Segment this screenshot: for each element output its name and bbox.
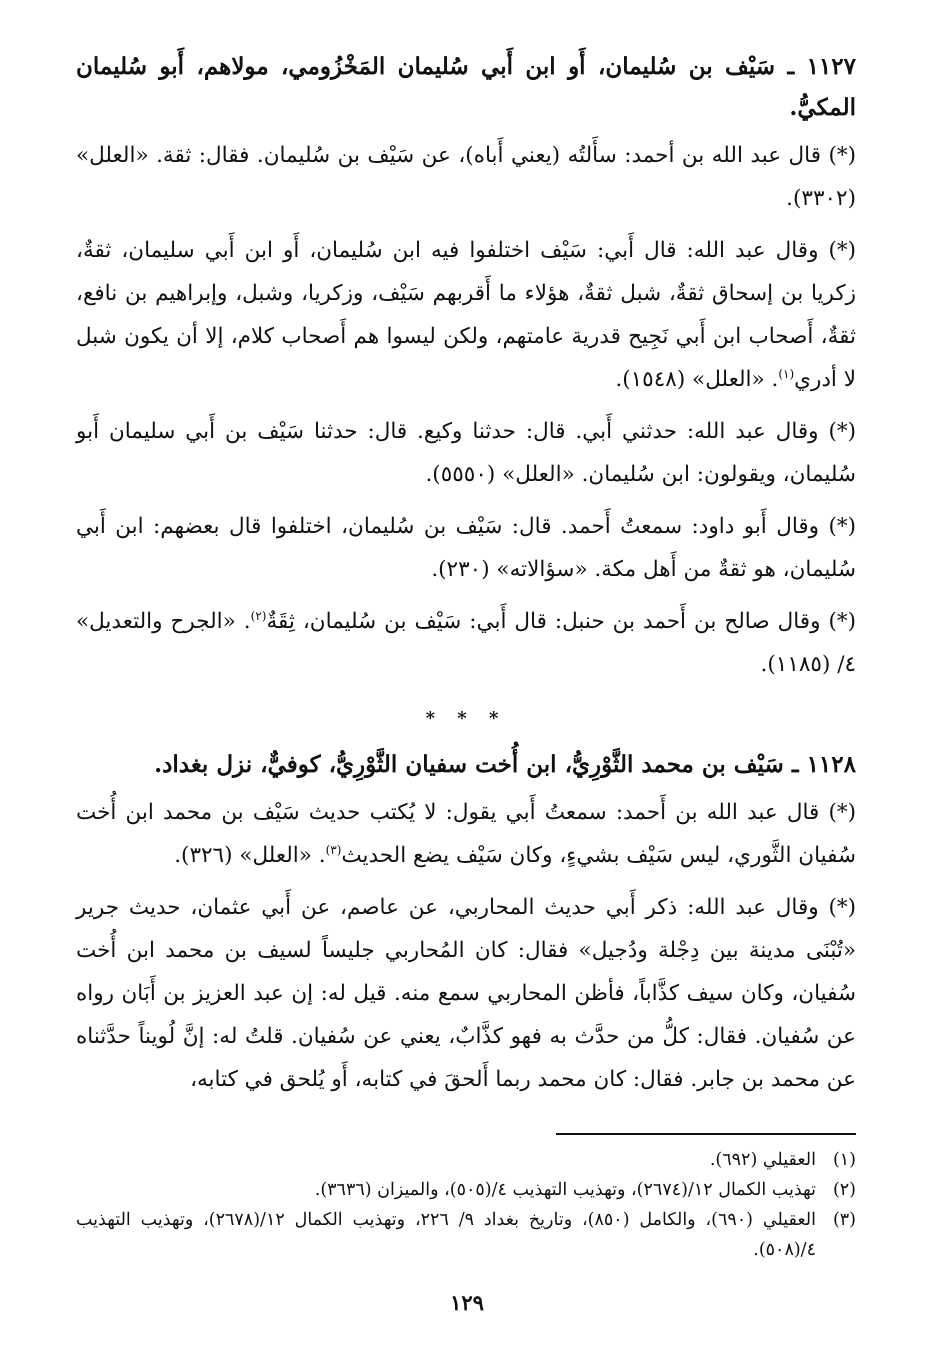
footnote-item <box>76 1175 856 1205</box>
footnote-text: العقيلي (٦٩٠)، والكامل (٨٥٠)، وتاريخ بغداد ٩/ ٢٢٦، وتهذيب الكمال ١٢/(٢٦٧٨)، وتهذيب التهذيب ٤/(٥٠٨). <box>76 1210 817 1260</box>
narration-paragraph: (*) وقال صالح بن أَحمد بن حنبل: قال أَبي: سَيْف بن سُليمان، ثِقَةٌ$^{(٢)}$. «الجرح والتعديل» ٤/ (١١٨٥). <box>76 608 856 677</box>
footnotes <box>76 1145 856 1265</box>
footnote-text: العقيلي (٦٩٢). <box>709 1150 816 1170</box>
footnote-item <box>76 1145 856 1175</box>
footnote-marker[interactable]: (٣) <box>325 842 342 857</box>
entry-heading: ١١٢٧ ـ سَيْف بن سُليمان، أَو ابن أَبي سُليمان المَخْزُومي، مولاهم، أَبو سُليمان المكيُّ. <box>76 53 856 121</box>
footnote-item <box>76 1205 856 1265</box>
footnote-divider <box>556 1133 856 1135</box>
narration-paragraph: (*) وقال عبد الله: قال أَبي: سَيْف اختلفوا فيه ابن سُليمان، أَو ابن أَبي سليمان، ثقةٌ، زكريا بن إسحاق ثقةٌ، شبل ثقةٌ، هؤلاء ما أَقربهم سَيْف، وزكريا، وشبل، وإبراهيم بن نافع، ثقةٌ، أَصحاب ابن أَبي نَجِيح قدرية عامتهم، ولكن ليسوا هم أَصحاب كلام، إلا أن يكون شبل لا أدري$^{(١)}$. «العلل» (١٥٤٨). <box>76 238 856 392</box>
footnote-number: (١) <box>832 1150 856 1170</box>
narration-paragraph: (*) قال عبد الله بن أَحمد: سمعتُ أَبي يقول: لا يُكتب حديث سَيْف بن محمد ابن أُخت سُفيان الثَّوري، ليس سَيْف بشيءٍ، وكان سَيْف يضع الحديث$^{(٣)}$. «العلل» (٣٢٦). <box>76 800 856 868</box>
narration-paragraph: (*) وقال عبد الله: ذكر أَبي حديث المحاربي، عن عاصم، عن أَبي عثمان، حديث جرير «تُبْنَى مدينة بين دِجْلة ودُجيل» فقال: كان المُحاربي جليساً لسيف بن محمد ابن أُخت سُفيان، وكان سيف كذَّاباً، فأظن المحاربي سمع منه. قيل له: إن عبد العزيز بن أَبَان رواه عن سُفيان. فقال: كلُّ من حدَّث به فهو كذَّابٌ، يعني عن سُفيان. قلتُ له: إنَّ لُويناً حدَّثناه عن محمد بن جابر. فقال: كان محمد ربما أَلحقَ في كتابه، أَو يُلحق في كتابه، <box>76 895 856 1092</box>
entry-1128 <box>76 744 856 1101</box>
narration-paragraph: (*) وقال عبد الله: حدثني أَبي. قال: حدثنا وكيع. قال: حدثنا سَيْف بن أَبي سليمان أَبو سُليمان، ويقولون: ابن سُليمان. «العلل» (٥٥٥٠). <box>76 419 856 487</box>
entry-1127 <box>76 46 856 686</box>
entry-heading: ١١٢٨ ـ سَيْف بن محمد الثَّوْرِيُّ، ابن أُخت سفيان الثَّوْرِيُّ، كوفيٌّ، نزل بغداد. <box>154 751 856 778</box>
footnote-marker[interactable]: (٢) <box>250 608 267 623</box>
footnote-number: (٣) <box>832 1210 856 1230</box>
footnote-marker[interactable]: (١) <box>778 366 795 381</box>
footnote-number: (٢) <box>832 1180 856 1200</box>
narration-paragraph: (*) قال عبد الله بن أحمد: سأَلتُه (يعني أَباه)، عن سَيْف بن سُليمان. فقال: ثقة. «العلل» (٣٣٠٢). <box>76 143 856 211</box>
footnote-text: تهذيب الكمال ١٢/(٢٦٧٤)، وتهذيب التهذيب ٤/(٥٠٥)، والميزان (٣٦٣٦). <box>314 1180 816 1200</box>
narration-paragraph: (*) وقال أَبو داود: سمعتُ أَحمد. قال: سَيْف بن سُليمان، اختلفوا قال بعضهم: ابن أَبي سُليمان، هو ثقةٌ من أَهل مكة. «سؤالاته» (٢٣٠). <box>76 514 856 582</box>
page-number: ١٢٩ <box>450 1290 484 1315</box>
section-separator: * * * <box>425 708 507 729</box>
